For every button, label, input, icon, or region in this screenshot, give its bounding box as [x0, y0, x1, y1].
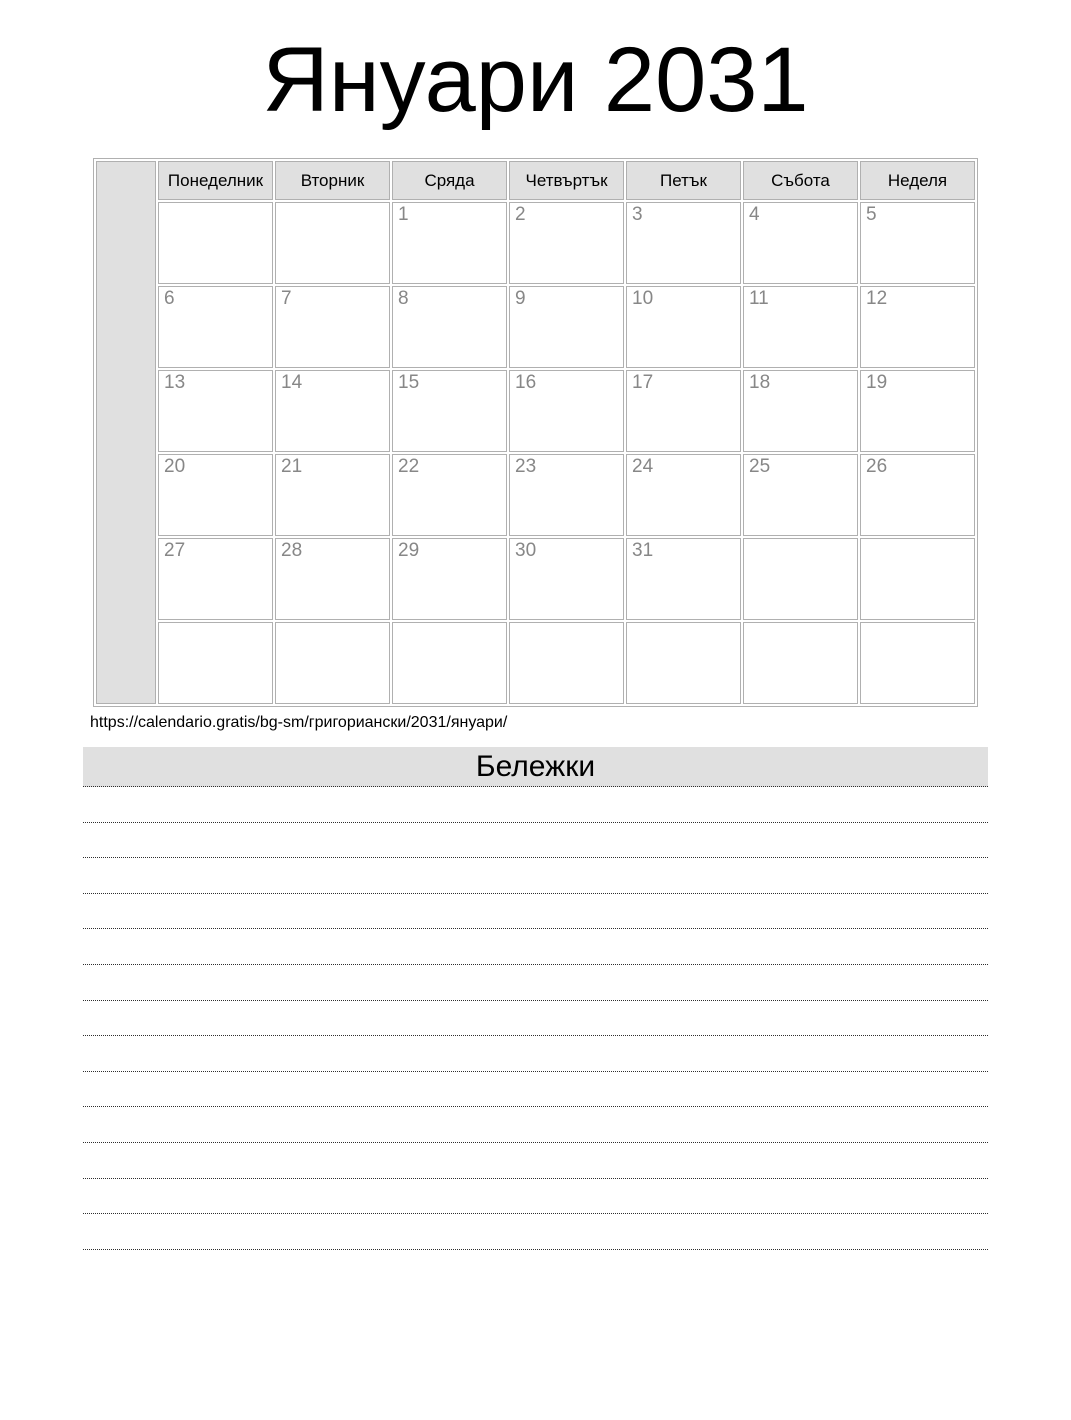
week-row	[96, 286, 975, 368]
calendar-day-cell: 29	[392, 538, 507, 620]
calendar-day-cell: 24	[626, 454, 741, 536]
calendar-day-cell: 2	[509, 202, 624, 284]
calendar-day-cell: 15	[392, 370, 507, 452]
calendar-day-cell	[509, 622, 624, 704]
note-line	[83, 1179, 988, 1215]
calendar-day-cell: 23	[509, 454, 624, 536]
note-line	[83, 1143, 988, 1179]
note-line	[83, 858, 988, 894]
calendar-day-cell	[158, 202, 273, 284]
calendar-table	[93, 158, 978, 707]
note-line	[83, 1001, 988, 1037]
calendar-day-cell: 16	[509, 370, 624, 452]
week-row	[96, 202, 975, 284]
calendar-day-cell: 10	[626, 286, 741, 368]
notes-section	[83, 747, 988, 1250]
calendar-day-cell: 27	[158, 538, 273, 620]
calendar-day-cell: 28	[275, 538, 390, 620]
week-row	[96, 622, 975, 704]
note-line	[83, 929, 988, 965]
notes-title: Бележки	[83, 747, 988, 787]
note-line	[83, 823, 988, 859]
note-line	[83, 1214, 988, 1250]
weekday-header-sunday: Неделя	[860, 161, 975, 200]
calendar-day-cell: 8	[392, 286, 507, 368]
calendar-day-cell	[626, 622, 741, 704]
calendar-day-cell: 11	[743, 286, 858, 368]
calendar-day-cell: 1	[392, 202, 507, 284]
calendar-day-cell	[743, 622, 858, 704]
week-row	[96, 538, 975, 620]
calendar-day-cell: 9	[509, 286, 624, 368]
calendar-day-cell: 13	[158, 370, 273, 452]
calendar-day-cell: 12	[860, 286, 975, 368]
calendar-day-cell: 17	[626, 370, 741, 452]
calendar-day-cell: 4	[743, 202, 858, 284]
calendar-day-cell: 3	[626, 202, 741, 284]
calendar-left-spine	[96, 161, 156, 704]
weekday-header-row	[96, 161, 975, 200]
weekday-header-friday: Петък	[626, 161, 741, 200]
calendar-day-cell: 5	[860, 202, 975, 284]
weekday-header-monday: Понеделник	[158, 161, 273, 200]
calendar-day-cell	[860, 622, 975, 704]
source-url-text: https://calendario.gratis/bg-sm/григориански/2031/януари/	[90, 714, 508, 731]
calendar-day-cell: 30	[509, 538, 624, 620]
weekday-header-thursday: Четвъртък	[509, 161, 624, 200]
calendar-day-cell	[275, 202, 390, 284]
calendar-day-cell	[743, 538, 858, 620]
calendar-day-cell	[392, 622, 507, 704]
calendar-day-cell: 19	[860, 370, 975, 452]
week-row	[96, 454, 975, 536]
calendar-day-cell	[158, 622, 273, 704]
note-line	[83, 1072, 988, 1108]
calendar-day-cell	[275, 622, 390, 704]
notes-lines	[83, 787, 988, 1250]
calendar-day-cell: 18	[743, 370, 858, 452]
calendar-day-cell: 31	[626, 538, 741, 620]
weekday-header-wednesday: Сряда	[392, 161, 507, 200]
calendar-day-cell: 26	[860, 454, 975, 536]
note-line	[83, 894, 988, 930]
calendar-day-cell: 21	[275, 454, 390, 536]
note-line	[83, 787, 988, 823]
calendar-day-cell: 7	[275, 286, 390, 368]
week-row	[96, 370, 975, 452]
weekday-header-tuesday: Вторник	[275, 161, 390, 200]
calendar-day-cell: 25	[743, 454, 858, 536]
calendar-day-cell: 20	[158, 454, 273, 536]
note-line	[83, 965, 988, 1001]
calendar-day-cell: 6	[158, 286, 273, 368]
calendar-day-cell: 22	[392, 454, 507, 536]
note-line	[83, 1036, 988, 1072]
note-line	[83, 1107, 988, 1143]
calendar-day-cell	[860, 538, 975, 620]
calendar-day-cell: 14	[275, 370, 390, 452]
weekday-header-saturday: Събота	[743, 161, 858, 200]
page-title: Януари 2031	[262, 29, 809, 131]
